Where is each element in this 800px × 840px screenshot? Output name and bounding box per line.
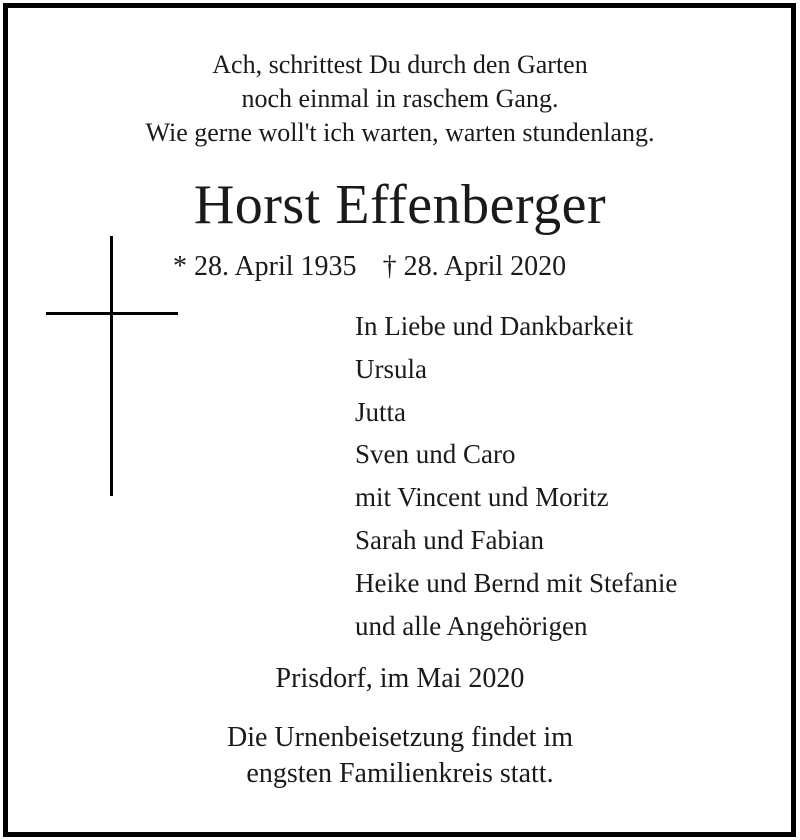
- mourners-line: Sarah und Fabian: [355, 524, 544, 555]
- mourners-line: Sven und Caro: [355, 439, 516, 470]
- cross-vertical-bar: [110, 236, 113, 496]
- poem-line: Wie gerne woll't ich warten, warten stundenlang.: [145, 118, 655, 147]
- notice-line: engsten Familienkreis statt.: [246, 758, 554, 789]
- cross-horizontal-bar: [46, 312, 178, 315]
- mourners-line: Heike und Bernd mit Stefanie: [355, 567, 678, 598]
- deceased-name: Horst Effenberger: [193, 174, 607, 236]
- mourners-list: [355, 305, 677, 647]
- notice-line: Die Urnenbeisetzung findet im: [226, 722, 573, 753]
- poem-line: noch einmal in raschem Gang.: [241, 84, 559, 113]
- place-and-date: Prisdorf, im Mai 2020: [275, 663, 525, 694]
- mourners-line: mit Vincent und Moritz: [355, 482, 609, 513]
- mourners-line: und alle Angehörigen: [355, 610, 588, 641]
- death-date: † 28. April 2020: [382, 251, 567, 282]
- mourners-line: Ursula: [355, 353, 427, 384]
- mourners-line: Jutta: [355, 396, 406, 427]
- mourners-line: In Liebe und Dankbarkeit: [355, 311, 634, 341]
- life-dates: [173, 250, 566, 284]
- birth-date: * 28. April 1935: [173, 251, 357, 282]
- burial-notice: [0, 720, 800, 792]
- poem-line: Ach, schrittest Du durch den Garten: [212, 50, 588, 79]
- poem: [0, 48, 800, 150]
